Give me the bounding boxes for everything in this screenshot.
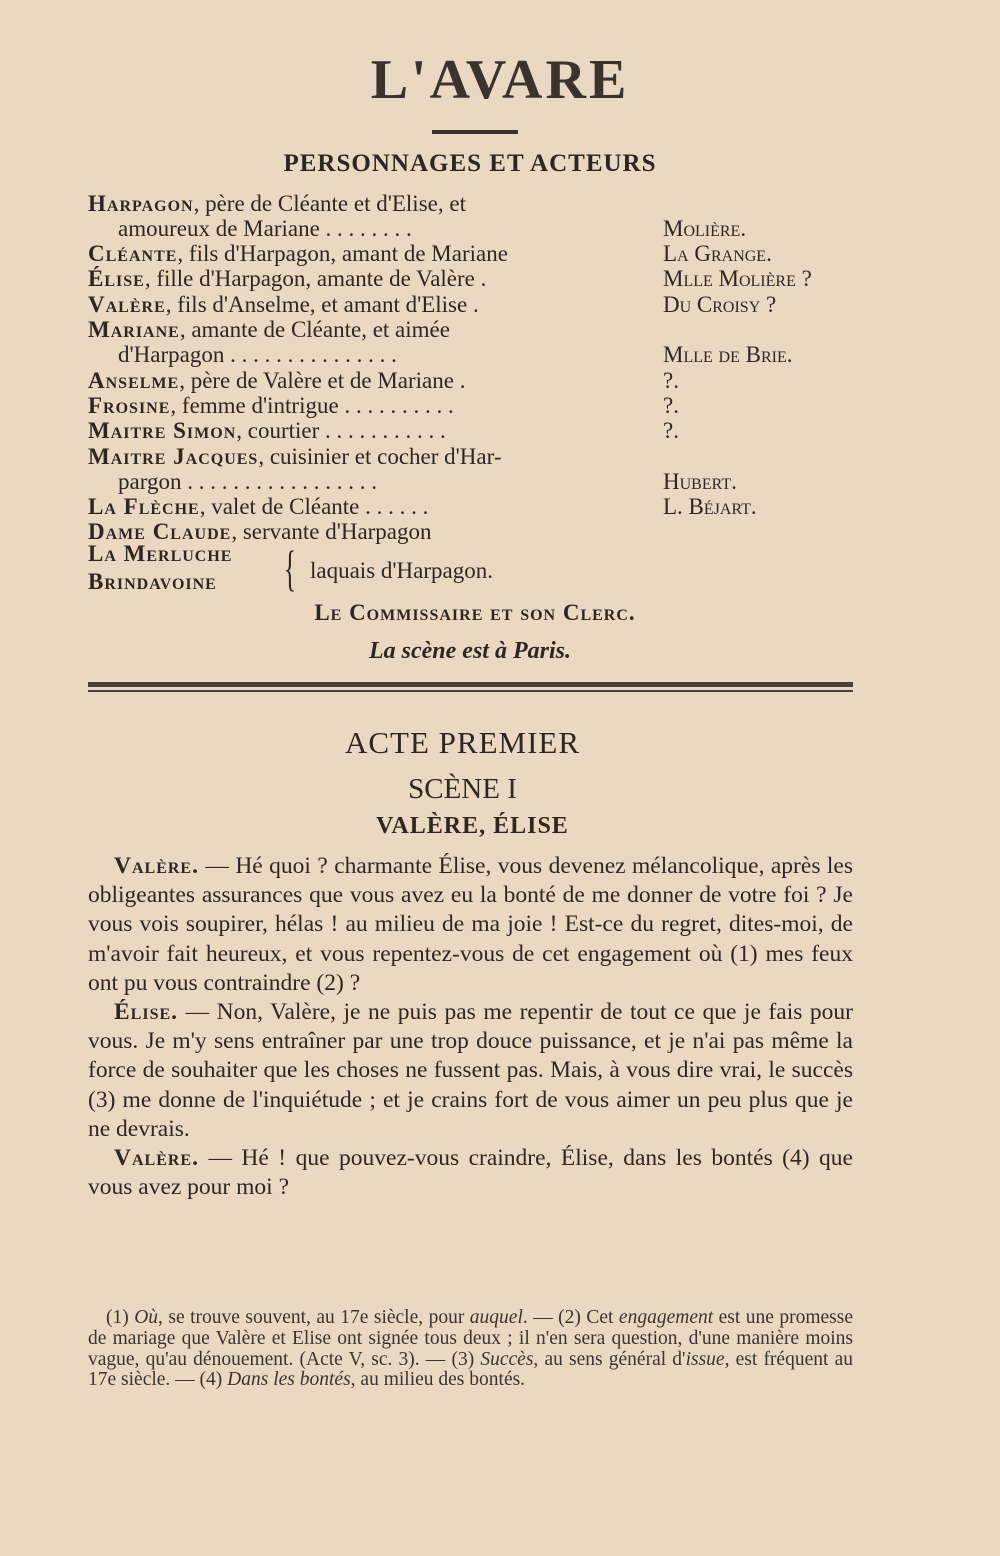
cast-row	[88, 265, 878, 293]
character-description: d'Harpagon . . . . . . . . . . . . . . .	[118, 342, 397, 367]
section-divider	[88, 682, 853, 687]
cast-row	[88, 417, 878, 445]
character-name: Maitre Simon	[88, 418, 237, 443]
character-name: Cléante	[88, 241, 178, 266]
speaker-name: Élise.	[114, 999, 179, 1026]
character-name: Frosine	[88, 393, 171, 418]
dialogue-line	[88, 852, 853, 998]
character-description: , fils d'Harpagon, amant de Mariane	[177, 241, 508, 266]
speaker-name: Valère.	[114, 1145, 199, 1172]
actor-name: ?.	[663, 393, 679, 418]
section-divider	[88, 690, 853, 692]
character-description: , fils d'Anselme, et amant d'Elise .	[165, 292, 479, 317]
cast-row	[88, 367, 878, 395]
brace-glyph: {	[284, 540, 296, 596]
character-description: , fille d'Harpagon, amante de Valère .	[144, 266, 487, 291]
character-description: , servante d'Harpagon	[231, 519, 432, 544]
actor-name: ?.	[663, 418, 679, 443]
character-description: , père de Valère et de Mariane .	[179, 368, 466, 393]
cast-heading: PERSONNAGES ET ACTEURS	[283, 150, 657, 177]
dialogue	[88, 852, 853, 1202]
cast-row	[118, 468, 908, 496]
speech-text: — Hé quoi ? charmante Élise, vous devenez mélancolique, après les obligeantes assurances que vous avez eu la bonté de me donner de votre foi ? Je vous vois soupirer, hélas ! au milieu de ma joie ! Est-ce du regret, dites-moi, de m'avoir fait heureux, et vous repentez-vous de cet engagement où (1) mes feux ont pu vous contraindre (2) ?	[88, 853, 853, 996]
cast-row	[88, 190, 878, 218]
cast-row	[88, 443, 878, 471]
scene-location: La scène est à Paris.	[369, 638, 571, 664]
dialogue-line	[88, 998, 853, 1144]
character-description: pargon . . . . . . . . . . . . . . . . .	[118, 469, 377, 494]
actor-name: La Grange.	[663, 241, 772, 266]
actor-name: ?.	[663, 368, 679, 393]
character-name: Mariane	[88, 317, 180, 342]
lackey-name: Brindavoine	[88, 569, 217, 594]
scene-characters: VALÈRE, ÉLISE	[376, 813, 569, 839]
lackey-names	[88, 540, 232, 596]
title-rule	[432, 130, 518, 134]
cast-row	[88, 316, 878, 344]
character-name: Anselme	[88, 368, 180, 393]
character-name: Harpagon	[88, 191, 194, 216]
actor-name: Hubert.	[663, 469, 737, 494]
speech-text: — Non, Valère, je ne puis pas me repentir de tout ce que je fais pour vous. Je m'y sens entraîner par une trop douce puissance, et je n'ai pas même la force de souhaiter que les choses ne fussent pas. Mais, à vous dire vrai, le succès (3) me donne de l'inquiétude ; et je crains fort de vous aimer un peu plus que je ne devrais.	[88, 999, 853, 1142]
actor-name: L. Béjart.	[663, 494, 757, 519]
dialogue-line	[88, 1144, 853, 1202]
lackeys-entry	[88, 540, 688, 600]
character-description: , femme d'intrigue . . . . . . . . . .	[170, 393, 454, 418]
speaker-name: Valère.	[114, 853, 199, 879]
commissaire-line: Le Commissaire et son Clerc.	[314, 600, 636, 625]
cast-row	[88, 392, 878, 420]
character-name: Maitre Jacques	[88, 444, 259, 469]
character-description: amoureux de Mariane . . . . . . . .	[118, 216, 412, 241]
actor-name: Mlle Molière ?	[663, 266, 812, 291]
actor-name: Du Croisy ?	[663, 292, 777, 317]
actor-name: Molière.	[663, 216, 747, 241]
lackey-description: laquais d'Harpagon.	[310, 558, 493, 583]
character-name: Dame Claude	[88, 519, 232, 544]
character-description: , père de Cléante et d'Elise, et	[193, 191, 466, 216]
character-description: , cuisinier et cocher d'Har-	[258, 444, 502, 469]
cast-row	[88, 493, 878, 521]
cast-row	[88, 291, 878, 319]
cast-row	[118, 215, 908, 243]
footnote-text: (1) Où, se trouve souvent, au 17e siècle, pour auquel. — (2) Cet engagement est une promesse de mariage que Valère et Elise ont signée tous deux ; il n'en sera question, d'une manière moins vague, qu'au dénouement. (Acte V, sc. 3). — (3) Succès, au sens général d'issue, est fréquent au 17e siècle. — (4) Dans les bontés, au milieu des bontés.	[88, 1307, 853, 1391]
character-name: La Flèche	[88, 494, 200, 519]
speech-text: — Hé ! que pouvez-vous craindre, Élise, dans les bontés (4) que vous avez pour moi ?	[88, 1145, 853, 1201]
scene-heading: SCÈNE I	[408, 773, 517, 805]
character-description: , courtier . . . . . . . . . . .	[236, 418, 446, 443]
character-description: , valet de Cléante . . . . . .	[199, 494, 429, 519]
act-heading: ACTE PREMIER	[344, 725, 581, 760]
lackey-name: La Merluche	[88, 541, 233, 566]
actor-name: Mlle de Brie.	[663, 342, 793, 367]
character-description: , amante de Cléante, et aimée	[179, 317, 450, 342]
character-name: Valère	[88, 292, 166, 317]
character-name: Élise	[88, 266, 145, 291]
footnotes	[88, 1308, 853, 1391]
cast-row	[118, 341, 908, 369]
cast-row	[88, 240, 878, 268]
play-title: L'AVARE	[370, 49, 630, 111]
